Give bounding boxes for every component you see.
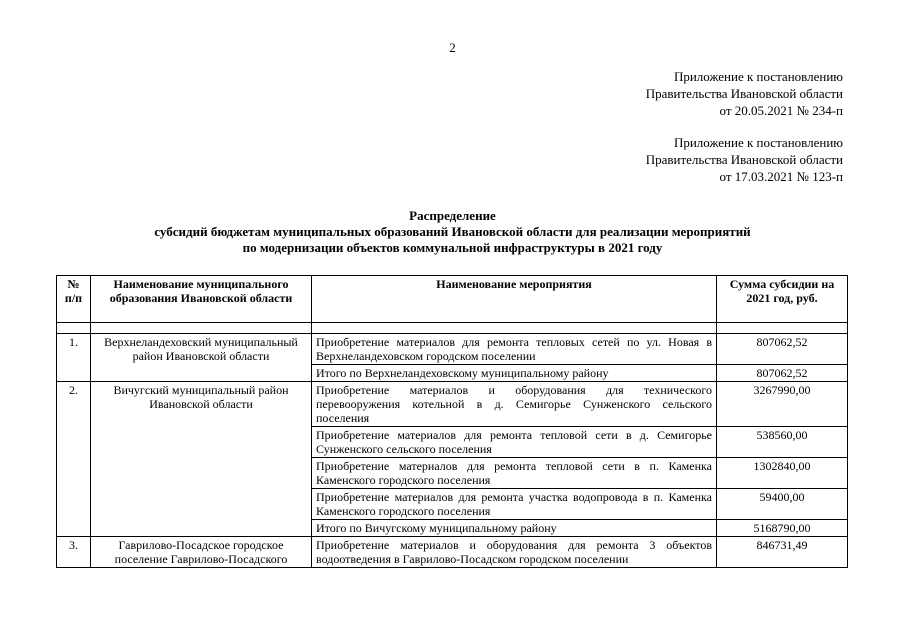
activity-total: Итого по Вичугскому муниципальному району	[312, 520, 717, 537]
header-sum: Сумма субсидии на 2021 год, руб.	[717, 276, 848, 323]
appendix-reference-2	[646, 134, 843, 185]
title-line: Распределение	[409, 208, 496, 223]
subsidy-sum: 846731,49	[717, 537, 848, 568]
subsidy-sum: 538560,00	[717, 427, 848, 458]
activity-name: Приобретение материалов для ремонта тепловых сетей по ул. Новая в Верхнеландеховском городском поселении	[312, 334, 717, 365]
appendix-line: от 20.05.2021 № 234-п	[719, 103, 843, 118]
subsidy-sum-total: 5168790,00	[717, 520, 848, 537]
subsidy-sum: 59400,00	[717, 489, 848, 520]
subsidy-sum-total: 807062,52	[717, 365, 848, 382]
municipality-name: Верхнеландеховский муниципальный район Ивановской области	[91, 334, 312, 382]
activity-name: Приобретение материалов и оборудования для ремонта 3 объектов водоотведения в Гаврилово-Посадском городском поселении	[312, 537, 717, 568]
row-number: 2.	[57, 382, 91, 537]
activity-name: Приобретение материалов и оборудования для технического перевооружения котельной в д. Семигорье Сунженского сельского поселения	[312, 382, 717, 427]
activity-name: Приобретение материалов для ремонта участка водопровода в п. Каменка Каменского городского поселения	[312, 489, 717, 520]
appendix-line: от 17.03.2021 № 123-п	[719, 169, 843, 184]
table-row	[57, 382, 848, 427]
subsidy-table	[56, 275, 848, 568]
table-header-row	[57, 276, 848, 323]
appendix-reference-1	[646, 68, 843, 119]
header-num: № п/п	[57, 276, 91, 323]
title-line: субсидий бюджетам муниципальных образований Ивановской области для реализации мероприятий	[154, 224, 751, 239]
appendix-line: Правительства Ивановской области	[645, 152, 843, 167]
title-line: по модернизации объектов коммунальной инфраструктуры в 2021 году	[242, 240, 663, 255]
header-activity: Наименование мероприятия	[312, 276, 717, 323]
appendix-line: Приложение к постановлению	[673, 69, 843, 84]
page-number: 2	[449, 40, 456, 55]
subsidy-sum: 1302840,00	[717, 458, 848, 489]
activity-name: Приобретение материалов для ремонта тепловой сети в д. Семигорье Сунженского сельского поселения	[312, 427, 717, 458]
subsidy-sum: 807062,52	[717, 334, 848, 365]
activity-name: Приобретение материалов для ремонта тепловой сети в п. Каменка Каменского городского поселения	[312, 458, 717, 489]
municipality-name: Гаврилово-Посадское городское поселение Гаврилово-Посадского	[91, 537, 312, 568]
table-row	[57, 334, 848, 365]
municipality-name: Вичугский муниципальный район Ивановской области	[91, 382, 312, 537]
appendix-line: Приложение к постановлению	[673, 135, 843, 150]
activity-total: Итого по Верхнеландеховскому муниципальному району	[312, 365, 717, 382]
row-number: 1.	[57, 334, 91, 382]
document-title	[0, 208, 905, 256]
table-row	[57, 537, 848, 568]
appendix-line: Правительства Ивановской области	[645, 86, 843, 101]
subsidy-sum: 3267990,00	[717, 382, 848, 427]
row-number: 3.	[57, 537, 91, 568]
header-municipality: Наименование муниципального образования Ивановской области	[91, 276, 312, 323]
table-spacer-row	[57, 323, 848, 334]
